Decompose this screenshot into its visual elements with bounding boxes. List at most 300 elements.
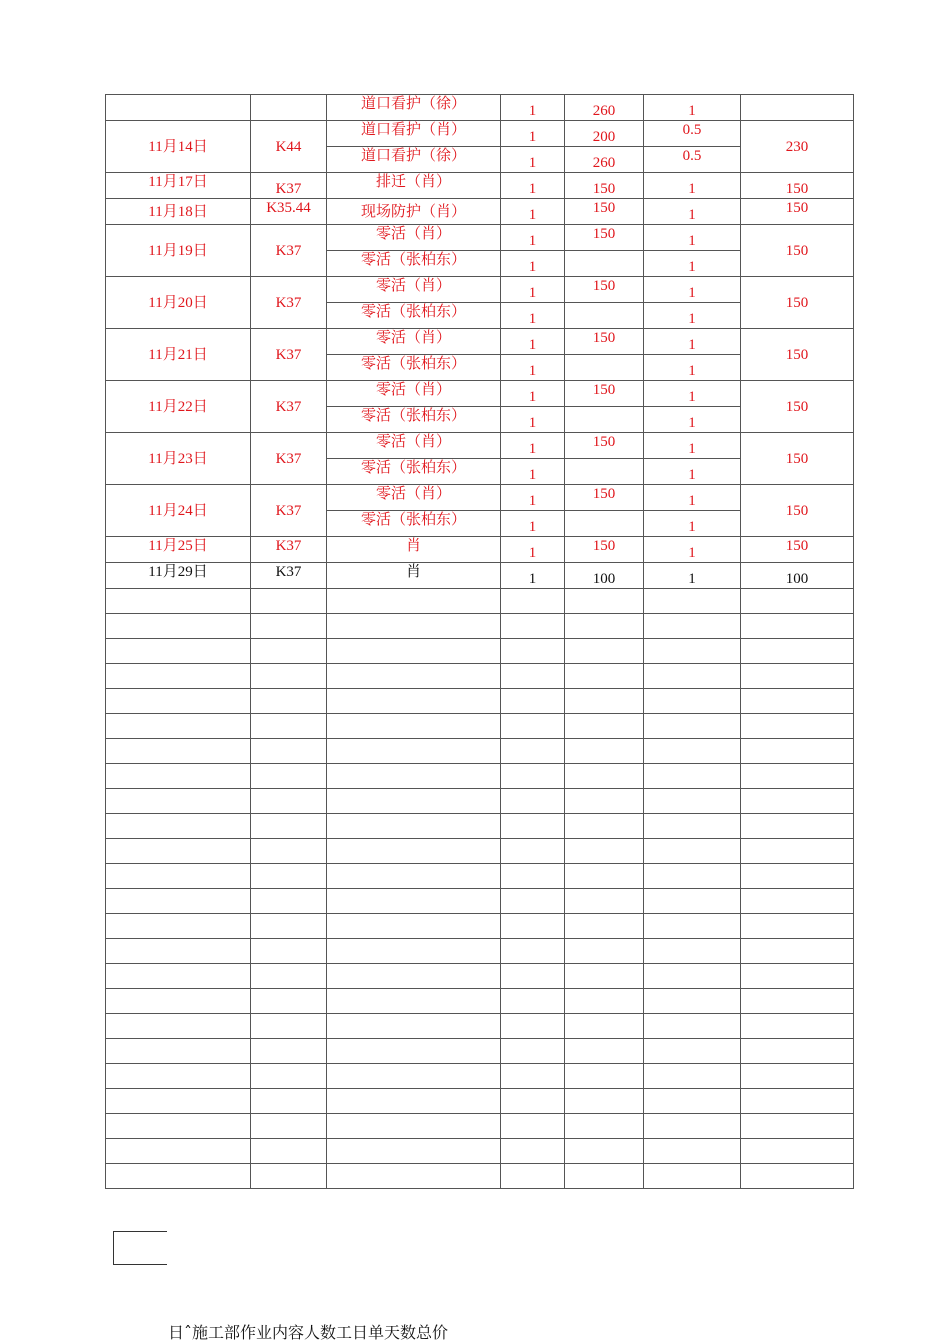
empty-cell [644, 1114, 741, 1139]
empty-cell [501, 1139, 565, 1164]
empty-cell [327, 839, 501, 864]
empty-cell [565, 1064, 644, 1089]
empty-cell [327, 714, 501, 739]
empty-cell [501, 864, 565, 889]
empty-row [106, 664, 854, 689]
empty-cell [565, 1089, 644, 1114]
empty-cell [565, 1139, 644, 1164]
empty-cell [327, 1064, 501, 1089]
empty-cell [327, 1039, 501, 1064]
empty-cell [501, 889, 565, 914]
empty-cell [327, 789, 501, 814]
worker-count-cell: 1 [501, 381, 565, 407]
unit-price-cell [565, 251, 644, 277]
empty-cell [106, 1014, 251, 1039]
empty-cell [565, 639, 644, 664]
empty-row [106, 939, 854, 964]
empty-cell [251, 989, 327, 1014]
worker-count-cell: 1 [501, 225, 565, 251]
empty-cell [106, 789, 251, 814]
empty-cell [741, 714, 854, 739]
location-cell: K37 [251, 537, 327, 563]
empty-cell [251, 939, 327, 964]
stamp-box [113, 1231, 167, 1265]
location-cell: K37 [251, 173, 327, 199]
empty-cell [644, 1039, 741, 1064]
empty-cell [644, 1089, 741, 1114]
total-cell [741, 95, 854, 121]
location-cell: K37 [251, 381, 327, 433]
unit-price-cell: 150 [565, 199, 644, 225]
empty-cell [327, 1139, 501, 1164]
empty-cell [741, 1139, 854, 1164]
workdays-cell: 1 [644, 537, 741, 563]
empty-cell [251, 864, 327, 889]
empty-cell [741, 1164, 854, 1189]
empty-cell [251, 839, 327, 864]
work-item-cell: 肖 [327, 537, 501, 563]
empty-cell [565, 839, 644, 864]
unit-price-cell: 150 [565, 381, 644, 407]
empty-cell [251, 764, 327, 789]
empty-cell [644, 589, 741, 614]
empty-cell [106, 689, 251, 714]
total-cell: 150 [741, 485, 854, 537]
total-cell: 150 [741, 537, 854, 563]
empty-cell [251, 914, 327, 939]
empty-cell [644, 739, 741, 764]
empty-cell [251, 614, 327, 639]
empty-cell [644, 714, 741, 739]
empty-cell [106, 1064, 251, 1089]
empty-cell [501, 1039, 565, 1064]
total-cell: 150 [741, 173, 854, 199]
empty-cell [327, 989, 501, 1014]
empty-cell [327, 914, 501, 939]
date-cell: 11月21日 [106, 329, 251, 381]
table-row [106, 173, 854, 199]
empty-cell [644, 1064, 741, 1089]
empty-cell [327, 1089, 501, 1114]
date-cell: 11月20日 [106, 277, 251, 329]
empty-cell [501, 614, 565, 639]
empty-cell [251, 639, 327, 664]
worker-count-cell: 1 [501, 121, 565, 147]
total-cell: 150 [741, 433, 854, 485]
empty-cell [644, 814, 741, 839]
unit-price-cell: 150 [565, 173, 644, 199]
empty-cell [501, 1114, 565, 1139]
empty-cell [741, 639, 854, 664]
empty-cell [251, 589, 327, 614]
workdays-cell: 1 [644, 303, 741, 329]
worker-count-cell: 1 [501, 355, 565, 381]
empty-cell [501, 589, 565, 614]
unit-price-cell [565, 303, 644, 329]
empty-cell [501, 639, 565, 664]
empty-cell [565, 1164, 644, 1189]
unit-price-cell: 200 [565, 121, 644, 147]
table-row [106, 277, 854, 303]
empty-cell [565, 1114, 644, 1139]
workdays-cell: 1 [644, 355, 741, 381]
table-row [106, 199, 854, 225]
empty-row [106, 639, 854, 664]
empty-cell [565, 689, 644, 714]
empty-cell [327, 689, 501, 714]
empty-cell [741, 864, 854, 889]
workdays-cell: 1 [644, 485, 741, 511]
empty-cell [565, 889, 644, 914]
empty-cell [327, 1164, 501, 1189]
empty-row [106, 1089, 854, 1114]
workdays-cell: 1 [644, 433, 741, 459]
workdays-cell: 0.5 [644, 147, 741, 173]
empty-row [106, 1164, 854, 1189]
work-item-cell: 零活（肖） [327, 381, 501, 407]
empty-cell [565, 864, 644, 889]
empty-cell [501, 1014, 565, 1039]
empty-row [106, 1014, 854, 1039]
total-cell: 150 [741, 277, 854, 329]
empty-cell [501, 939, 565, 964]
empty-cell [644, 689, 741, 714]
work-item-cell: 零活（肖） [327, 277, 501, 303]
empty-cell [501, 1164, 565, 1189]
empty-cell [106, 864, 251, 889]
empty-cell [251, 789, 327, 814]
empty-cell [565, 664, 644, 689]
unit-price-cell: 150 [565, 485, 644, 511]
empty-cell [251, 1114, 327, 1139]
empty-row [106, 889, 854, 914]
empty-cell [106, 639, 251, 664]
work-item-cell: 道口看护（徐） [327, 147, 501, 173]
empty-cell [251, 1064, 327, 1089]
empty-cell [106, 914, 251, 939]
empty-cell [501, 914, 565, 939]
workdays-cell: 1 [644, 225, 741, 251]
empty-cell [565, 914, 644, 939]
unit-price-cell [565, 511, 644, 537]
work-item-cell: 零活（张柏东） [327, 251, 501, 277]
empty-cell [644, 964, 741, 989]
empty-cell [251, 1014, 327, 1039]
empty-cell [644, 1164, 741, 1189]
empty-cell [565, 964, 644, 989]
empty-row [106, 1064, 854, 1089]
workdays-cell: 1 [644, 511, 741, 537]
location-cell: K37 [251, 485, 327, 537]
work-item-cell: 零活（张柏东） [327, 511, 501, 537]
workdays-cell: 1 [644, 381, 741, 407]
empty-cell [501, 839, 565, 864]
empty-cell [644, 614, 741, 639]
empty-cell [501, 764, 565, 789]
worker-count-cell: 1 [501, 329, 565, 355]
empty-cell [501, 1089, 565, 1114]
empty-cell [501, 789, 565, 814]
worker-count-cell: 1 [501, 199, 565, 225]
empty-cell [251, 689, 327, 714]
total-cell: 100 [741, 563, 854, 589]
empty-cell [741, 939, 854, 964]
empty-cell [501, 739, 565, 764]
empty-cell [251, 964, 327, 989]
total-cell: 150 [741, 329, 854, 381]
empty-cell [106, 889, 251, 914]
empty-cell [741, 964, 854, 989]
empty-cell [327, 589, 501, 614]
location-cell: K44 [251, 121, 327, 173]
empty-cell [644, 839, 741, 864]
empty-row [106, 714, 854, 739]
empty-row [106, 839, 854, 864]
empty-cell [327, 764, 501, 789]
table-row [106, 121, 854, 147]
empty-cell [644, 639, 741, 664]
location-cell [251, 95, 327, 121]
footer-header-text: 日ˆ施工部作业内容人数工日单天数总价 [168, 1323, 449, 1342]
empty-cell [644, 939, 741, 964]
work-item-cell: 零活（张柏东） [327, 459, 501, 485]
unit-price-cell: 150 [565, 329, 644, 355]
empty-cell [565, 989, 644, 1014]
work-item-cell: 零活（肖） [327, 329, 501, 355]
empty-cell [565, 1014, 644, 1039]
work-item-cell: 肖 [327, 563, 501, 589]
empty-cell [501, 989, 565, 1014]
empty-cell [327, 664, 501, 689]
empty-cell [501, 714, 565, 739]
empty-cell [106, 764, 251, 789]
empty-cell [741, 1089, 854, 1114]
location-cell: K37 [251, 563, 327, 589]
date-cell: 11月17日 [106, 173, 251, 199]
worker-count-cell: 1 [501, 459, 565, 485]
empty-cell [565, 789, 644, 814]
unit-price-cell [565, 407, 644, 433]
empty-cell [251, 1089, 327, 1114]
date-cell: 11月24日 [106, 485, 251, 537]
worker-count-cell: 1 [501, 277, 565, 303]
empty-cell [565, 739, 644, 764]
worker-count-cell: 1 [501, 147, 565, 173]
table-row [106, 433, 854, 459]
empty-row [106, 989, 854, 1014]
worker-count-cell: 1 [501, 173, 565, 199]
empty-cell [251, 814, 327, 839]
empty-row [106, 789, 854, 814]
table-row [106, 537, 854, 563]
workdays-cell: 1 [644, 459, 741, 485]
empty-cell [327, 864, 501, 889]
empty-cell [501, 814, 565, 839]
empty-cell [741, 839, 854, 864]
worker-count-cell: 1 [501, 485, 565, 511]
workdays-cell: 1 [644, 277, 741, 303]
empty-row [106, 614, 854, 639]
empty-row [106, 1114, 854, 1139]
empty-cell [741, 664, 854, 689]
work-item-cell: 现场防护（肖） [327, 199, 501, 225]
workdays-cell: 1 [644, 199, 741, 225]
empty-cell [741, 689, 854, 714]
empty-cell [251, 739, 327, 764]
empty-cell [106, 1139, 251, 1164]
empty-cell [741, 1039, 854, 1064]
table-row [106, 381, 854, 407]
empty-cell [327, 639, 501, 664]
empty-cell [644, 664, 741, 689]
empty-cell [251, 1164, 327, 1189]
worker-count-cell: 1 [501, 511, 565, 537]
empty-cell [565, 589, 644, 614]
empty-cell [565, 814, 644, 839]
empty-cell [106, 1039, 251, 1064]
empty-row [106, 864, 854, 889]
empty-row [106, 739, 854, 764]
labor-ledger-table [105, 94, 854, 1189]
work-item-cell: 道口看护（肖） [327, 121, 501, 147]
empty-cell [251, 1139, 327, 1164]
empty-cell [327, 739, 501, 764]
empty-cell [741, 789, 854, 814]
work-item-cell: 零活（肖） [327, 433, 501, 459]
empty-cell [741, 1114, 854, 1139]
table-row [106, 95, 854, 121]
empty-row [106, 914, 854, 939]
location-cell: K37 [251, 225, 327, 277]
date-cell: 11月14日 [106, 121, 251, 173]
empty-cell [501, 964, 565, 989]
work-item-cell: 零活（肖） [327, 485, 501, 511]
empty-cell [501, 664, 565, 689]
worker-count-cell: 1 [501, 95, 565, 121]
empty-cell [741, 1064, 854, 1089]
unit-price-cell: 150 [565, 433, 644, 459]
workdays-cell: 1 [644, 173, 741, 199]
worker-count-cell: 1 [501, 537, 565, 563]
work-item-cell: 零活（张柏东） [327, 407, 501, 433]
empty-cell [644, 889, 741, 914]
unit-price-cell: 150 [565, 225, 644, 251]
empty-cell [501, 1064, 565, 1089]
empty-cell [741, 889, 854, 914]
empty-row [106, 764, 854, 789]
total-cell: 150 [741, 199, 854, 225]
location-cell: K37 [251, 277, 327, 329]
empty-cell [327, 814, 501, 839]
empty-row [106, 689, 854, 714]
empty-cell [644, 864, 741, 889]
empty-cell [327, 1114, 501, 1139]
total-cell: 230 [741, 121, 854, 173]
empty-cell [565, 1039, 644, 1064]
empty-cell [106, 1089, 251, 1114]
worker-count-cell: 1 [501, 407, 565, 433]
empty-cell [644, 1139, 741, 1164]
empty-cell [251, 1039, 327, 1064]
empty-row [106, 1039, 854, 1064]
empty-cell [106, 839, 251, 864]
empty-cell [327, 889, 501, 914]
empty-row [106, 1139, 854, 1164]
empty-cell [741, 614, 854, 639]
empty-cell [741, 989, 854, 1014]
empty-cell [106, 589, 251, 614]
empty-cell [565, 764, 644, 789]
empty-row [106, 589, 854, 614]
empty-cell [327, 939, 501, 964]
worker-count-cell: 1 [501, 433, 565, 459]
worker-count-cell: 1 [501, 251, 565, 277]
total-cell: 150 [741, 225, 854, 277]
table-row [106, 563, 854, 589]
empty-cell [106, 814, 251, 839]
empty-cell [644, 914, 741, 939]
empty-cell [741, 814, 854, 839]
workdays-cell: 1 [644, 329, 741, 355]
work-item-cell: 零活（张柏东） [327, 303, 501, 329]
location-cell: K37 [251, 329, 327, 381]
empty-cell [644, 989, 741, 1014]
empty-cell [106, 1164, 251, 1189]
unit-price-cell [565, 355, 644, 381]
empty-cell [644, 789, 741, 814]
workdays-cell: 1 [644, 563, 741, 589]
empty-cell [741, 739, 854, 764]
empty-cell [251, 714, 327, 739]
unit-price-cell: 150 [565, 537, 644, 563]
work-item-cell: 零活（张柏东） [327, 355, 501, 381]
empty-row [106, 964, 854, 989]
empty-cell [106, 964, 251, 989]
empty-cell [251, 889, 327, 914]
worker-count-cell: 1 [501, 563, 565, 589]
date-cell: 11月25日 [106, 537, 251, 563]
empty-cell [501, 689, 565, 714]
empty-cell [106, 664, 251, 689]
date-cell: 11月23日 [106, 433, 251, 485]
empty-cell [327, 964, 501, 989]
empty-cell [106, 939, 251, 964]
unit-price-cell: 100 [565, 563, 644, 589]
unit-price-cell: 260 [565, 95, 644, 121]
unit-price-cell: 150 [565, 277, 644, 303]
empty-cell [741, 1014, 854, 1039]
empty-cell [565, 939, 644, 964]
table-row [106, 485, 854, 511]
empty-cell [741, 764, 854, 789]
work-item-cell: 排迁（肖） [327, 173, 501, 199]
location-cell: K35.44 [251, 199, 327, 225]
worker-count-cell: 1 [501, 303, 565, 329]
unit-price-cell [565, 459, 644, 485]
empty-cell [251, 664, 327, 689]
work-item-cell: 道口看护（徐） [327, 95, 501, 121]
empty-cell [741, 914, 854, 939]
empty-cell [741, 589, 854, 614]
unit-price-cell: 260 [565, 147, 644, 173]
location-cell: K37 [251, 433, 327, 485]
empty-cell [565, 614, 644, 639]
workdays-cell: 1 [644, 251, 741, 277]
empty-cell [644, 1014, 741, 1039]
date-cell [106, 95, 251, 121]
empty-cell [327, 1014, 501, 1039]
empty-cell [565, 714, 644, 739]
